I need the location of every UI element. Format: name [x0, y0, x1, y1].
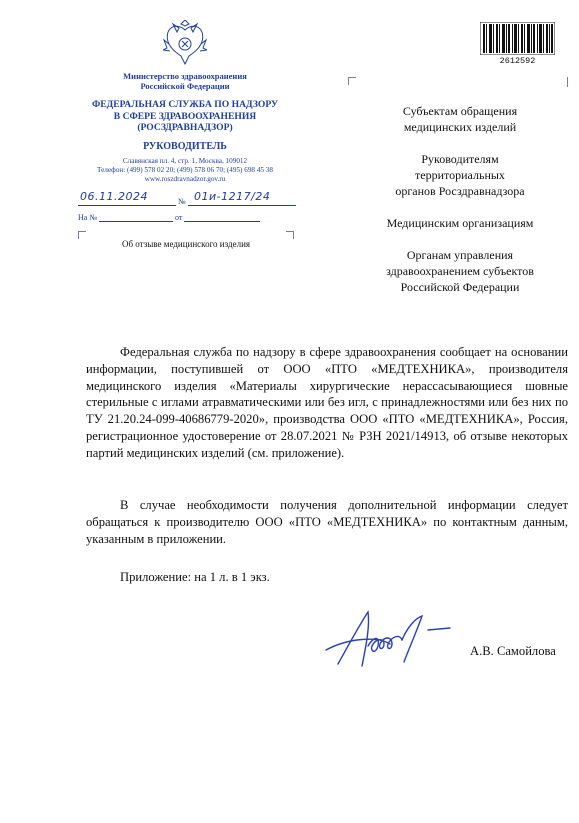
addressee-corner-mark — [348, 77, 356, 85]
contact-details: Славянская пл. 4, стр. 1, Москва, 109012 Телефон: (499) 578 02 20; (499) 578 06 70; (495) 698 45 38 www.roszdravnadzor.gov.ru — [97, 157, 273, 183]
body-paragraph: Федеральная служба по надзору в сфере здравоохранения сообщает на основании информации, поступившей от ООО «ПТО «МЕДТЕХНИКА», производителя медицинского изделия «Материалы хирургические нерассасывающиеся шовные стерильные с иглами атравматическими или без игл, с принадлежностями или без них по ТУ 21.20.24-099-40686779-2020», производства ООО «ПТО «МЕДТЕХНИКА», Россия, регистрационное удостоверение от 28.07.2021 № РЗН 2021/14913, об отзыве некоторых партий медицинских изделий (см. приложение). — [86, 345, 568, 460]
letter-subject: Об отзыве медицинского изделия — [121, 239, 251, 249]
addressee-corner-mark — [560, 77, 568, 87]
subject-corner-mark — [78, 231, 86, 239]
from-label: от — [174, 213, 183, 222]
body-paragraph: В случае необходимости получения дополнительной информации следует обращаться к производителю ООО «ПТО «МЕДТЕХНИКА» по контактным данным, указанным в приложении. — [86, 498, 568, 546]
subject-corner-mark — [286, 231, 294, 239]
reply-to-line — [78, 213, 302, 222]
coat-of-arms-emblem-icon — [163, 20, 207, 70]
barcode-icon — [480, 22, 555, 55]
addressee-item: Руководителям территориальных органов Росздравнадзора — [395, 152, 525, 198]
handwritten-date: 06.11.2024 — [80, 190, 148, 203]
addressee-item: Медицинским организациям — [386, 216, 534, 230]
addressee-item: Субъектам обращения медицинских изделий — [402, 104, 518, 134]
attachment-note: Приложение: на 1 л. в 1 экз. — [120, 570, 270, 584]
agency-name: ФЕДЕРАЛЬНАЯ СЛУЖБА ПО НАДЗОРУ В СФЕРЕ ЗДРАВООХРАНЕНИЯ (РОСЗДРАВНАДЗОР) — [91, 99, 279, 133]
ministry-name: Министерство здравоохранения Российской Федерации — [123, 71, 247, 91]
sender-position: РУКОВОДИТЕЛЬ — [143, 141, 227, 152]
number-label: № — [178, 197, 186, 206]
barcode-number: 2612592 — [499, 56, 536, 66]
signer-name: А.В. Самойлова — [470, 644, 556, 658]
addressee-item: Органам управления здравоохранением субъектов Российской Федерации — [386, 248, 534, 294]
reply-label: На № — [78, 213, 97, 222]
handwritten-signature-icon — [318, 606, 468, 676]
handwritten-number: 01и-1217/24 — [194, 190, 271, 203]
